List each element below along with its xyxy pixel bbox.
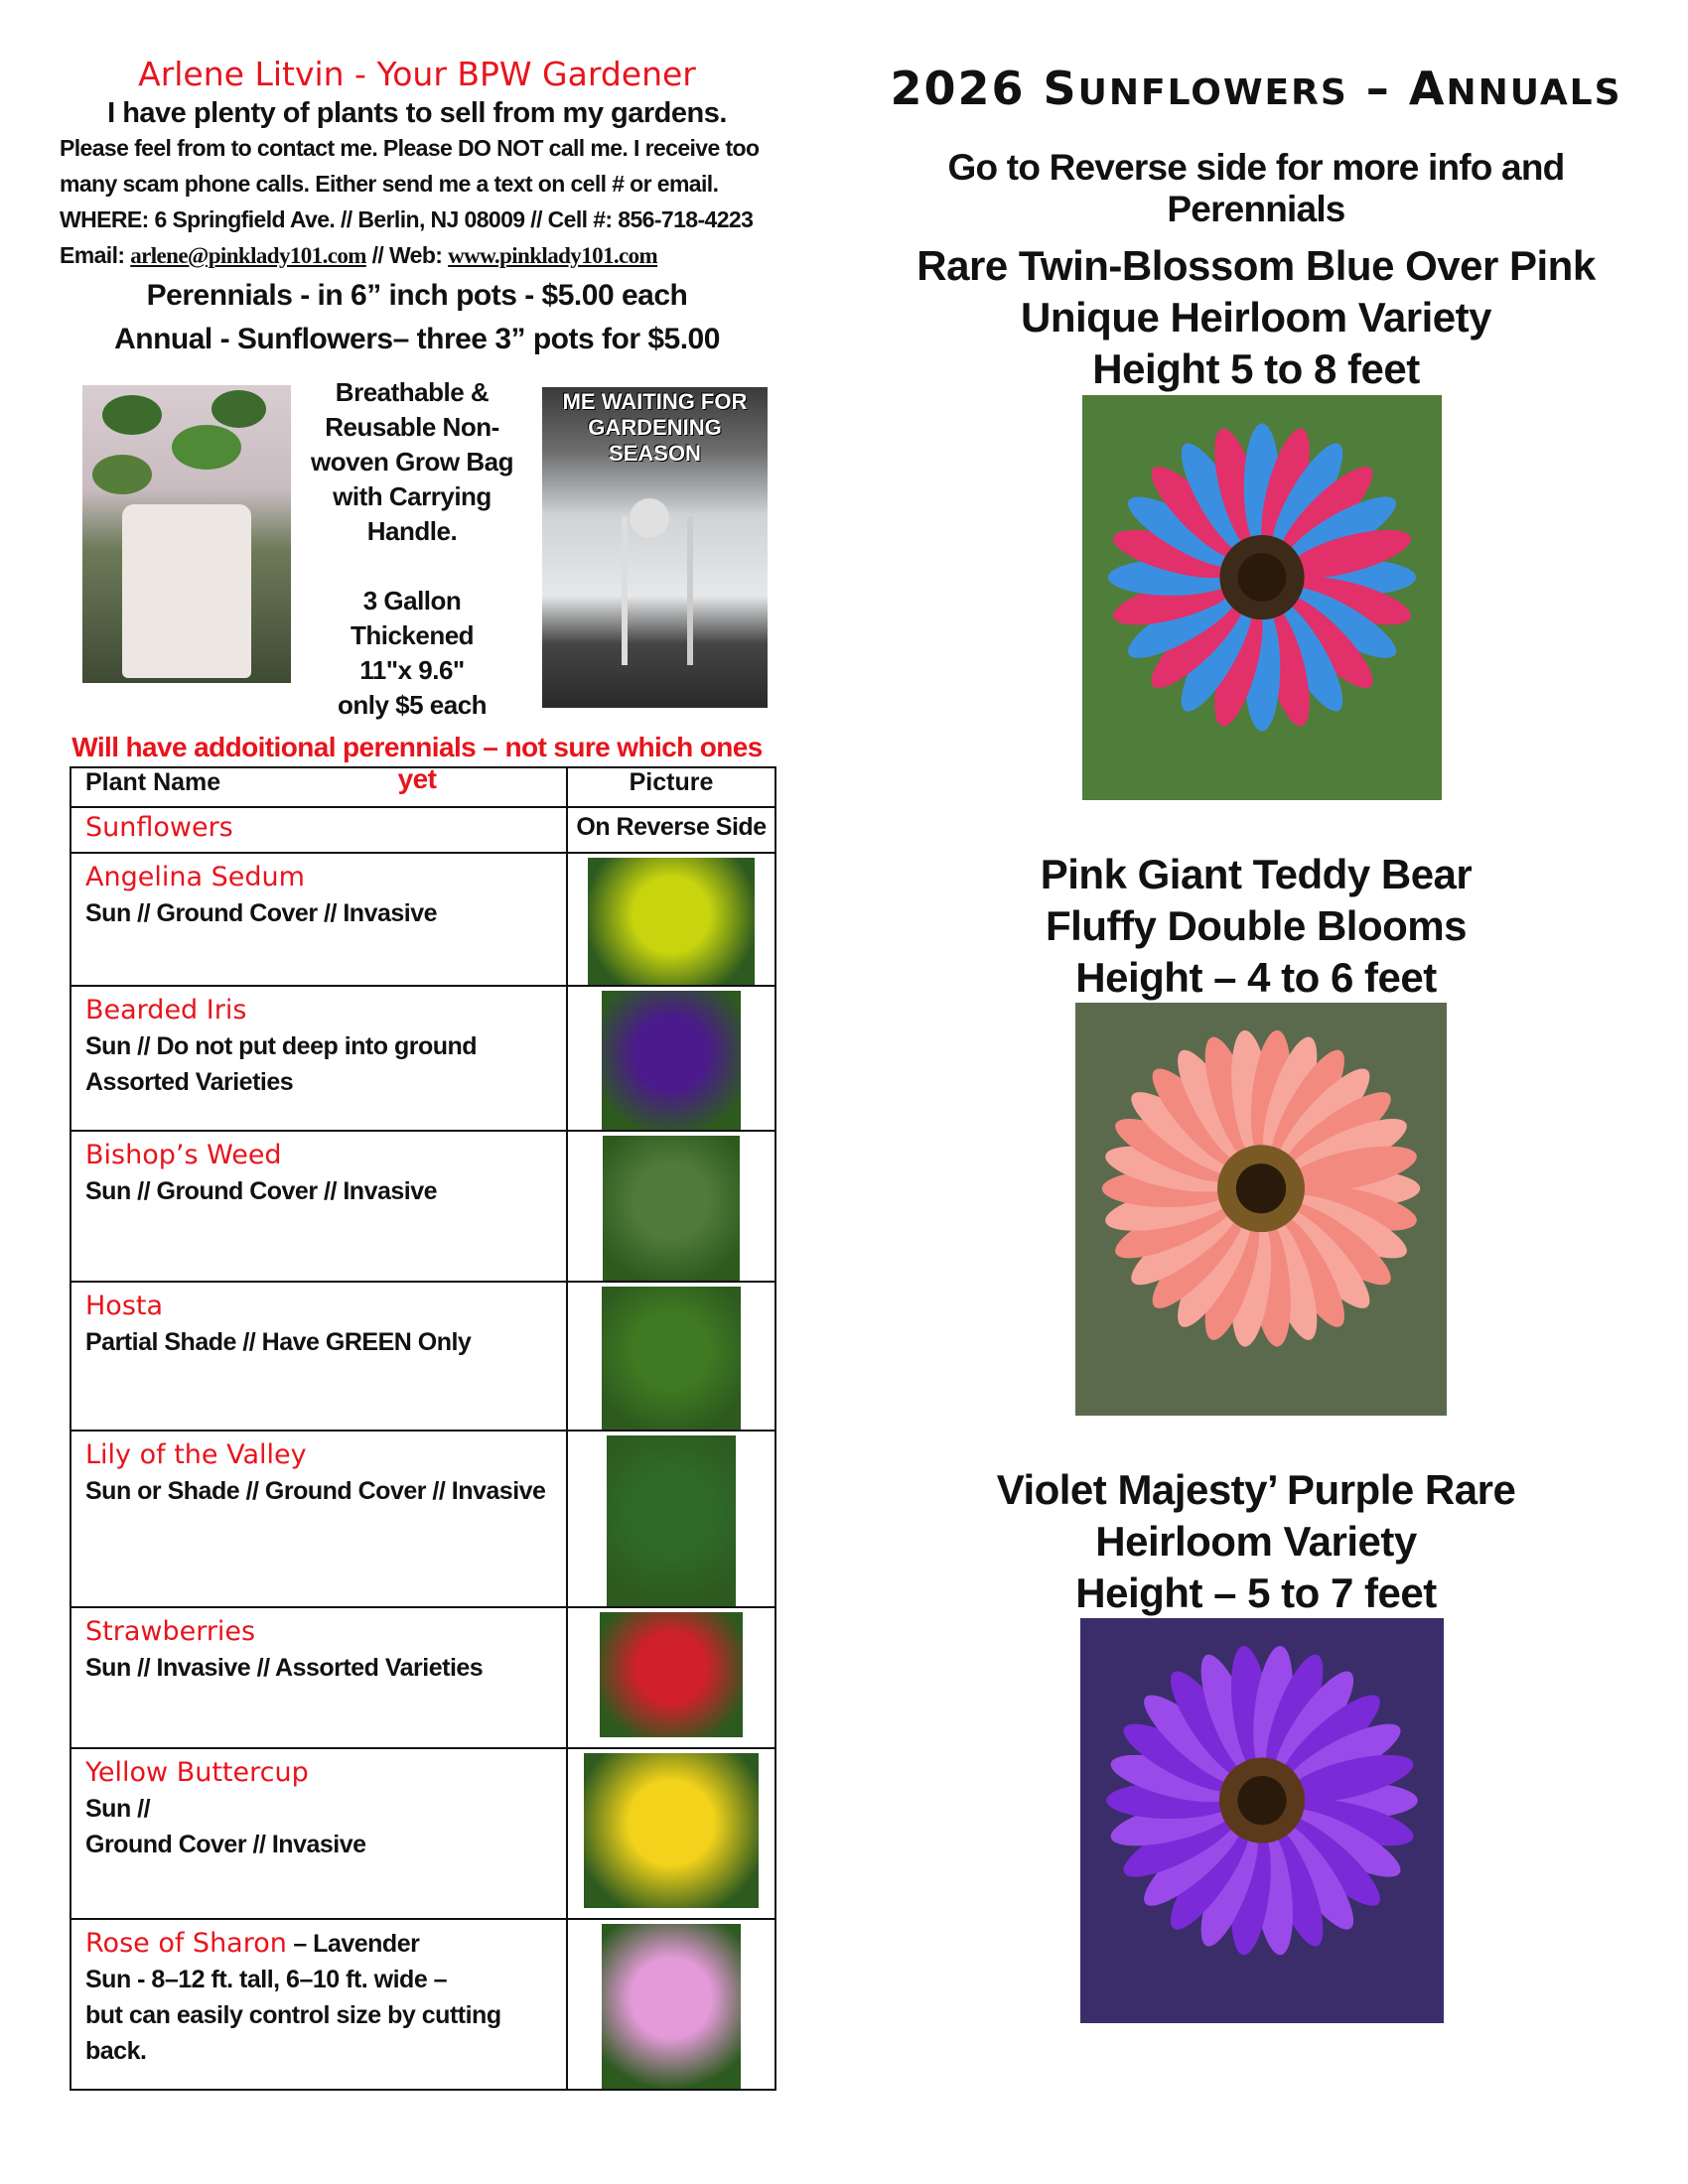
table-row	[70, 986, 775, 1131]
table-row	[70, 807, 775, 853]
title-unflowers: UNFLOWERS	[1077, 72, 1348, 113]
plant-description: Sun or Shade // Ground Cover // Invasive	[85, 1477, 546, 1505]
grow-bag-line: Reusable Non-	[325, 412, 499, 442]
lily-of-the-valley-photo	[607, 1435, 736, 1606]
plant-description: Partial Shade // Have GREEN Only	[85, 1328, 472, 1356]
plant-name-text: Lily of the Valley	[85, 1439, 307, 1470]
grow-bag-line: Handle.	[366, 516, 458, 546]
sunflower-2-variety: Fluffy Double Blooms	[1046, 902, 1467, 949]
sedum-photo	[588, 858, 755, 985]
perennial-price: Perennials - in 6” inch pots - $5.00 each	[146, 279, 688, 312]
plant-name	[85, 993, 552, 1028]
plant-name	[85, 1437, 552, 1473]
contact-note-line1: Please feel from to contact me. Please DO NOT call me. I receive too	[60, 135, 760, 161]
seller-title: Arlene Litvin - Your BPW Gardener	[138, 55, 696, 93]
plant-name-text: Rose of Sharon	[85, 1928, 287, 1959]
grow-bag-line: Thickened	[350, 620, 475, 650]
plant-name-text: Bearded Iris	[85, 995, 247, 1025]
email-link[interactable]: arlene@pinklady101.com	[130, 243, 366, 268]
web-link[interactable]: www.pinklady101.com	[448, 243, 658, 268]
plant-name	[85, 860, 552, 895]
email-label: Email:	[60, 242, 131, 268]
plant-name	[85, 1138, 552, 1173]
meme-caption	[542, 389, 768, 467]
address-line: WHERE: 6 Springfield Ave. // Berlin, NJ 08009 // Cell #: 856-718-4223	[60, 206, 754, 232]
plant-name-text: Strawberries	[85, 1616, 256, 1647]
plant-description: Sun // Ground Cover // Invasive	[85, 1177, 438, 1205]
annual-price: Annual - Sunflowers– three 3” pots for $5.00	[114, 323, 720, 355]
title-s: S	[1043, 62, 1078, 115]
grow-bag-line: 11"x 9.6"	[359, 655, 465, 685]
plant-name-text: Angelina Sedum	[85, 862, 305, 892]
plant-color-note: – Lavender	[286, 1930, 420, 1958]
iris-photo	[602, 991, 741, 1130]
plant-name-text: Yellow Buttercup	[85, 1757, 309, 1788]
hosta-photo	[602, 1287, 741, 1430]
contact-header	[60, 55, 774, 361]
grow-bag-line: Breathable &	[335, 377, 490, 407]
email-web-line	[60, 237, 774, 274]
sunflower-3-height: Height – 5 to 7 feet	[1075, 1570, 1437, 1616]
table-row	[70, 1431, 775, 1607]
grow-bag-line: with Carrying	[333, 481, 492, 511]
grow-bag-line: only $5 each	[337, 690, 488, 720]
table-row	[70, 1607, 775, 1748]
title-a: A	[1408, 62, 1447, 115]
meme-caption-line1: ME WAITING FOR	[562, 389, 748, 414]
grow-bag-description	[308, 375, 516, 723]
sunflower-2-height: Height – 4 to 6 feet	[1075, 954, 1437, 1001]
page-title	[874, 62, 1638, 115]
picture-note: On Reverse Side	[567, 807, 775, 853]
title-nnuals: NNUALS	[1446, 72, 1622, 113]
sunflower-1-name: Rare Twin-Blossom Blue Over Pink	[916, 242, 1596, 289]
plant-name-text: Hosta	[85, 1291, 164, 1321]
pink-teddy-bear-sunflower-photo	[1075, 1003, 1447, 1416]
sunflower-2-heading	[874, 849, 1638, 1004]
plant-name: Sunflowers	[85, 812, 233, 843]
skeleton-icon	[622, 516, 693, 665]
plant-description: Sun // Ground Cover // Invasive	[85, 1795, 366, 1858]
picture-header: Picture	[567, 767, 775, 807]
contact-note-line2: many scam phone calls. Either send me a text on cell # or email.	[60, 171, 719, 197]
sunflower-3-heading	[874, 1464, 1638, 1619]
plant-name	[85, 1614, 552, 1650]
sunflower-3-name: Violet Majesty’ Purple Rare	[996, 1466, 1516, 1513]
plant-name-header: Plant Name	[70, 767, 567, 807]
sunflower-1-height: Height 5 to 8 feet	[1092, 345, 1420, 392]
table-row	[70, 1282, 775, 1431]
sunflower-1-variety: Unique Heirloom Variety	[1021, 294, 1491, 341]
plant-description: Sun - 8–12 ft. tall, 6–10 ft. wide – but can easily control size by cutting back.	[85, 1966, 501, 2065]
grow-bag-line: woven Grow Bag	[311, 447, 513, 477]
rose-of-sharon-photo	[602, 1924, 741, 2089]
title-year: 2026	[890, 62, 1026, 115]
additional-perennials-note: Will have addoitional perennials – not sure which ones yet	[71, 732, 763, 794]
gardening-season-meme	[542, 387, 768, 708]
violet-majesty-sunflower-photo	[1080, 1618, 1444, 2023]
sunflower-1-heading	[874, 240, 1638, 395]
plant-name	[85, 1289, 552, 1324]
grow-bag-line: 3 Gallon	[362, 586, 462, 615]
web-label: // Web:	[365, 242, 449, 268]
sunflower-2-name: Pink Giant Teddy Bear	[1040, 851, 1473, 897]
plant-name-text: Bishop’s Weed	[85, 1140, 282, 1170]
table-row	[70, 1748, 775, 1919]
table-header-row	[70, 767, 775, 807]
plant-description: Sun // Invasive // Assorted Varieties	[85, 1654, 484, 1682]
blue-pink-sunflower-photo	[1082, 395, 1442, 800]
grow-bag-photo	[82, 385, 291, 683]
table-row	[70, 1919, 775, 2090]
plant-description: Sun // Ground Cover // Invasive	[85, 899, 438, 927]
table-row	[70, 1131, 775, 1282]
intro-text: I have plenty of plants to sell from my gardens.	[107, 97, 727, 129]
meme-caption-line2: GARDENING SEASON	[588, 415, 722, 466]
plant-table	[70, 766, 776, 2091]
plant-name	[85, 1755, 552, 1791]
title-dash: –	[1347, 62, 1409, 115]
strawberry-photo	[600, 1612, 743, 1737]
table-row	[70, 853, 775, 986]
buttercup-photo	[584, 1753, 759, 1908]
sunflower-3-variety: Heirloom Variety	[1095, 1518, 1417, 1565]
plant-description: Sun // Do not put deep into ground Assorted Varieties	[85, 1032, 478, 1096]
bishops-weed-photo	[603, 1136, 740, 1281]
reverse-side-note: Go to Reverse side for more info and Perennials	[947, 147, 1565, 229]
plant-name	[85, 1926, 552, 1962]
